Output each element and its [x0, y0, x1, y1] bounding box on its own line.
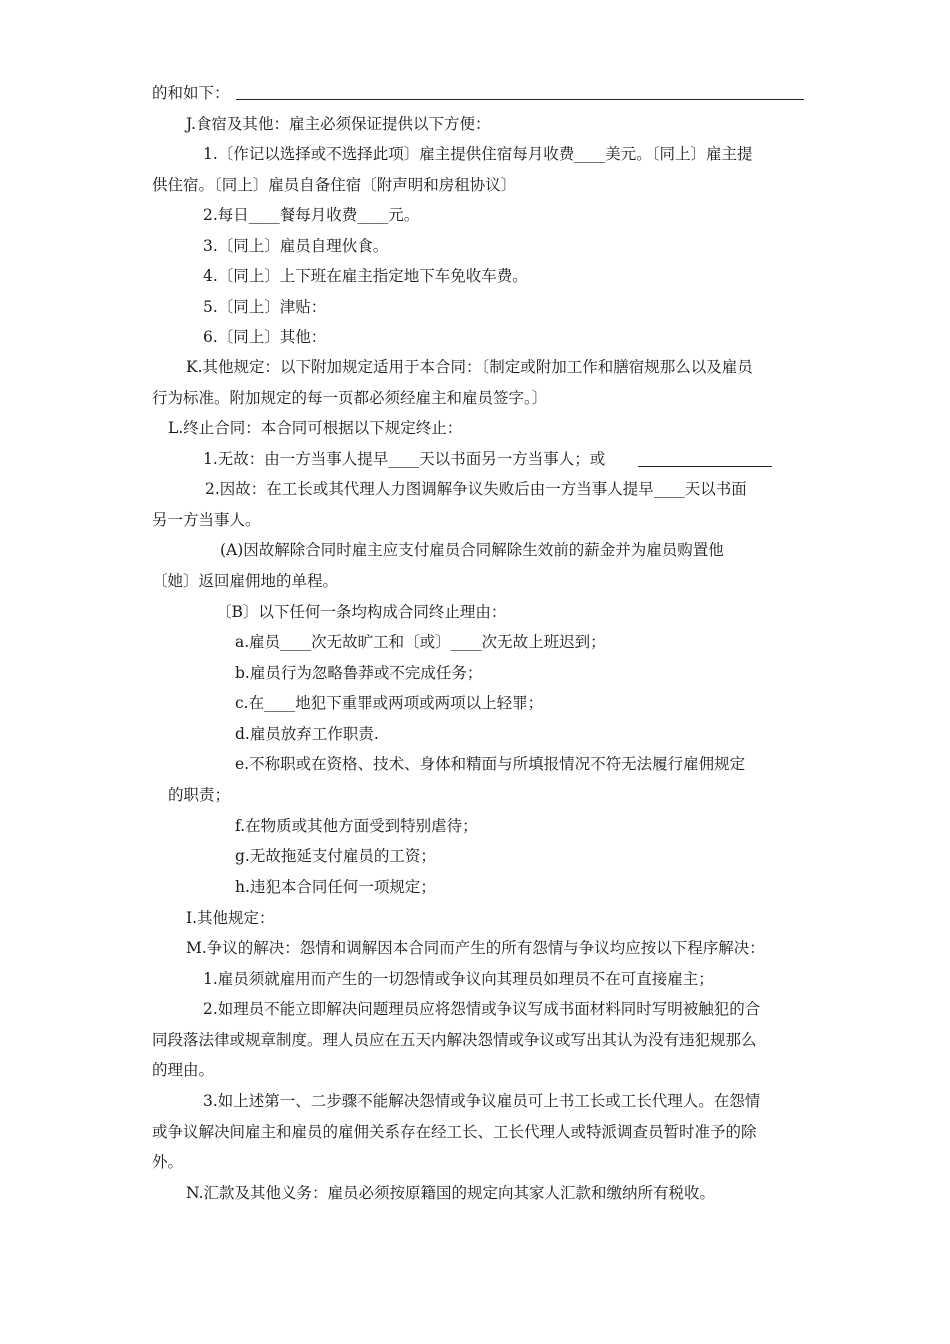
text-line: K.其他规定：以下附加规定适用于本合同：〔制定或附加工作和膳宿规那么以及雇员	[186, 358, 753, 376]
text-line: a.雇员____次无故旷工和〔或〕____次无故上班迟到；	[235, 633, 606, 651]
text-line: d.雇员放弃工作职责.	[235, 725, 379, 743]
text-line: 的和如下：	[152, 84, 230, 102]
text-line: 1.无故：由一方当事人提早____天以书面另一方当事人；或	[203, 450, 606, 468]
text-line: 外。	[152, 1153, 184, 1171]
text-line: N.汇款及其他义务：雇员必须按原籍国的规定向其家人汇款和缴纳所有税收。	[186, 1184, 716, 1202]
text-line: L.终止合同：本合同可根据以下规定终止：	[168, 419, 463, 437]
text-line: 或争议解决间雇主和雇员的雇佣关系存在经工长、工长代理人或特派调查员暂时准予的除	[152, 1123, 757, 1141]
text-line: 1.〔作记以选择或不选择此项〕雇主提供住宿每月收费____美元。〔同上〕雇主提	[203, 145, 753, 163]
text-line: f.在物质或其他方面受到特别虐待；	[235, 817, 478, 835]
text-line: 2.每日____餐每月收费____元。	[203, 206, 420, 224]
text-line: J.食宿及其他：雇主必须保证提供以下方便：	[186, 115, 491, 133]
text-line: M.争议的解决：怨情和调解因本合同而产生的所有怨情与争议均应按以下程序解决：	[186, 939, 765, 957]
text-line: e.不称职或在资格、技术、身体和精面与所填报情况不符无法履行雇佣规定	[235, 755, 746, 773]
text-line: (A)因故解除合同时雇主应支付雇员合同解除生效前的薪金并为雇员购置他	[220, 541, 724, 559]
text-line: 5.〔同上〕津贴：	[203, 298, 327, 316]
text-line: 2.如理员不能立即解决问题理员应将怨情或争议写成书面材料同时写明被触犯的合	[203, 1000, 761, 1018]
text-line: b.雇员行为忽略鲁莽或不完成任务；	[235, 664, 483, 682]
text-line: 同段落法律或规章制度。理人员应在五天内解决怨情或争议或写出其认为没有违犯规那么	[152, 1031, 757, 1049]
text-line: 的理由。	[152, 1061, 215, 1079]
text-line: 的职责；	[168, 786, 231, 804]
text-line: 行为标准。附加规定的每一页都必须经雇主和雇员签字。〕	[152, 389, 548, 407]
text-line: 〔B〕以下任何一条均构成合同终止理由：	[216, 603, 507, 621]
text-line: g.无故拖延支付雇员的工资；	[235, 847, 436, 865]
fill-in-rule	[236, 99, 804, 100]
text-line: 供住宿。〔同上〕雇员自备住宿〔附声明和房租协议〕	[152, 176, 517, 194]
text-line: 1.雇员须就雇用而产生的一切怨情或争议向其理员如理员不在可直接雇主；	[203, 970, 714, 988]
text-line: 2.因故：在工长或其代理人力图调解争议失败后由一方当事人提早____天以书面	[205, 480, 747, 498]
text-line: 6.〔同上〕其他：	[203, 328, 327, 346]
fill-in-rule	[638, 466, 772, 467]
text-line: I.其他规定：	[186, 909, 275, 927]
text-line: 另一方当事人。	[152, 511, 261, 529]
text-line: 〔她〕返回雇佣地的单程。	[152, 572, 339, 590]
text-line: 4.〔同上〕上下班在雇主指定地下车免收车费。	[203, 267, 528, 285]
text-line: 3.〔同上〕雇员自理伙食。	[203, 237, 389, 255]
text-line: 3.如上述第一、二步骤不能解决怨情或争议雇员可上书工长或工长代理人。在怨情	[203, 1092, 761, 1110]
text-line: c.在____地犯下重罪或两项或两项以上轻罪；	[235, 694, 544, 712]
text-line: h.违犯本合同任何一项规定；	[235, 878, 436, 896]
